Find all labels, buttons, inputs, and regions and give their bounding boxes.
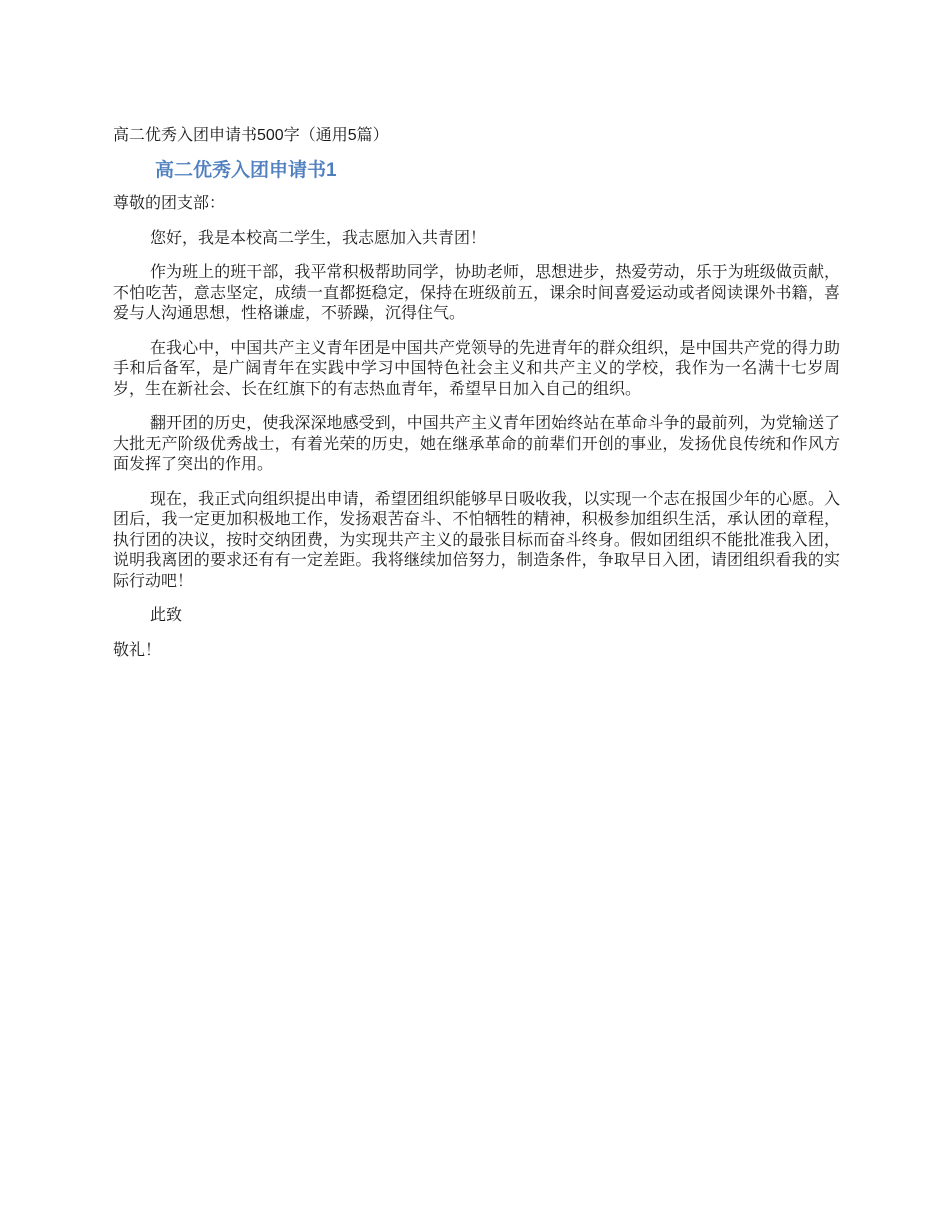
paragraph-league-view: 在我心中，中国共产主义青年团是中国共产党领导的先进青年的群众组织，是中国共产党的得力助手和后备军，是广阔青年在实践中学习中国特色社会主义和共产主义的学校，我作为一名满十七岁周岁，生在新社会、长在红旗下的有志热血青年，希望早日加入自己的组织。	[113, 339, 840, 398]
section-heading: 高二优秀入团申请书1	[155, 160, 337, 181]
closing-jing-li: 敬礼！	[113, 641, 162, 659]
salutation: 尊敬的团支部：	[113, 195, 226, 212]
document-body	[113, 124, 840, 675]
paragraph-self-description: 作为班上的班干部，我平常积极帮助同学，协助老师，思想进步，热爱劳动，乐于为班级做贡献，不怕吃苦，意志坚定，成绩一直都挺稳定，保持在班级前五，课余时间喜爱运动或者阅读课外书籍，喜爱与人沟通思想，性格谦虚，不骄躁，沉得住气。	[113, 264, 840, 322]
paragraph-application: 现在，我正式向组织提出申请，希望团组织能够早日吸收我，以实现一个志在报国少年的心愿。入团后，我一定更加积极地工作，发扬艰苦奋斗、不怕牺牲的精神，积极参加组织生活，承认团的章程，执行团的决议，按时交纳团费，为实现共产主义的最张目标而奋斗终身。假如团组织不能批准我入团，说明我离团的要求还有有一定差距。我将继续加倍努力，制造条件，争取早日入团，请团组织看我的实际行动吧！	[113, 490, 840, 590]
paragraph-league-history: 翻开团的历史，使我深深地感受到，中国共产主义青年团始终站在革命斗争的最前列，为党输送了大批无产阶级优秀战士，有着光荣的历史，她在继承革命的前辈们开创的事业，发扬优良传统和作风方面发挥了突出的作用。	[113, 415, 840, 473]
paragraph-greeting: 您好，我是本校高二学生，我志愿加入共青团！	[150, 229, 487, 247]
closing-ci-zhi: 此致	[150, 607, 183, 624]
document-title: 高二优秀入团申请书500字（通用5篇）	[113, 127, 389, 144]
